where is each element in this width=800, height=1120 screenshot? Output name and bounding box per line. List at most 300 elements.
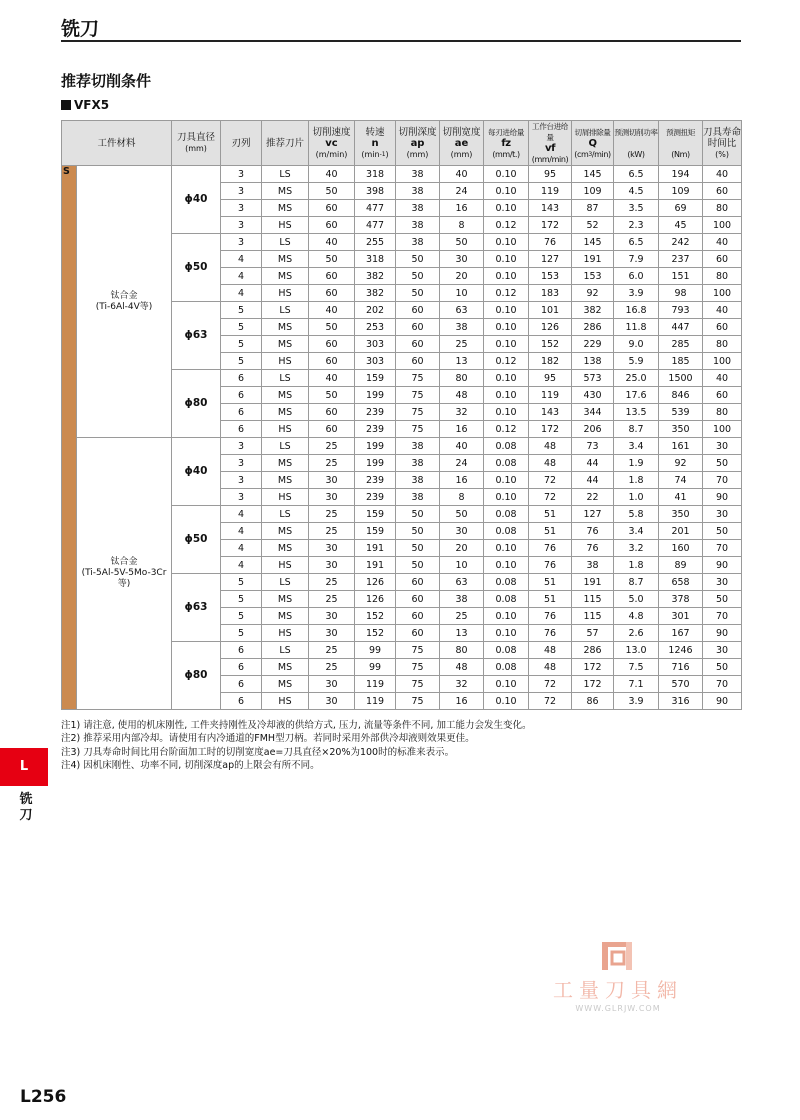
table-cell: 50 <box>396 268 440 285</box>
table-cell: 80 <box>440 370 484 387</box>
table-cell: 172 <box>572 659 614 676</box>
table-cell: 60 <box>309 336 355 353</box>
table-cell: LS <box>262 506 309 523</box>
table-cell: HS <box>262 625 309 642</box>
table-cell: 100 <box>703 217 742 234</box>
table-cell: 191 <box>355 540 396 557</box>
table-cell: 80 <box>703 404 742 421</box>
table-cell: 846 <box>659 387 703 404</box>
table-cell: 255 <box>355 234 396 251</box>
table-cell: 6 <box>221 370 262 387</box>
table-cell: 50 <box>396 285 440 302</box>
table-cell: 50 <box>396 557 440 574</box>
table-cell: 0.10 <box>484 693 529 710</box>
table-cell: 30 <box>309 489 355 506</box>
table-cell: 30 <box>703 506 742 523</box>
table-cell: 50 <box>396 506 440 523</box>
table-cell: LS <box>262 370 309 387</box>
table-cell: 90 <box>703 557 742 574</box>
table-cell: 50 <box>703 455 742 472</box>
table-cell: 101 <box>529 302 572 319</box>
table-cell: 60 <box>396 353 440 370</box>
table-cell: 145 <box>572 166 614 183</box>
table-cell: 3 <box>221 200 262 217</box>
product-name: VFX5 <box>74 98 110 112</box>
table-cell: 5 <box>221 591 262 608</box>
table-cell: 0.10 <box>484 625 529 642</box>
table-cell: 8 <box>440 489 484 506</box>
table-cell: 38 <box>440 591 484 608</box>
table-cell: MS <box>262 404 309 421</box>
table-cell: 4 <box>221 523 262 540</box>
table-cell: 6 <box>221 387 262 404</box>
table-cell: 350 <box>659 506 703 523</box>
diameter-cell: ϕ40 <box>172 438 221 506</box>
table-cell: 30 <box>440 251 484 268</box>
table-cell: 0.10 <box>484 404 529 421</box>
table-cell: 0.10 <box>484 200 529 217</box>
table-cell: 2.3 <box>614 217 659 234</box>
header-material: 工件材料 <box>62 121 172 166</box>
table-cell: 30 <box>309 676 355 693</box>
table-cell: 51 <box>529 574 572 591</box>
table-row <box>62 166 742 183</box>
table-cell: 8.7 <box>614 421 659 438</box>
table-cell: 716 <box>659 659 703 676</box>
table-cell: 3 <box>221 438 262 455</box>
table-cell: 75 <box>396 676 440 693</box>
table-cell: 0.12 <box>484 217 529 234</box>
table-cell: 143 <box>529 200 572 217</box>
table-cell: 74 <box>659 472 703 489</box>
note-2: 注2) 推荐采用内部冷却。请使用有内冷通道的FMH型刀柄。若同时采用外部供冷却液则效果更佳。 <box>61 733 475 745</box>
table-cell: 199 <box>355 387 396 404</box>
table-cell: 13 <box>440 353 484 370</box>
table-cell: 20 <box>440 268 484 285</box>
table-cell: 6 <box>221 421 262 438</box>
table-cell: 63 <box>440 302 484 319</box>
watermark-url: WWW.GLRJW.COM <box>575 1004 661 1013</box>
table-cell: 3.4 <box>614 438 659 455</box>
table-cell: 119 <box>355 676 396 693</box>
table-cell: 143 <box>529 404 572 421</box>
table-cell: 153 <box>529 268 572 285</box>
table-cell: 0.10 <box>484 336 529 353</box>
table-cell: 5 <box>221 625 262 642</box>
table-cell: 793 <box>659 302 703 319</box>
table-cell: 73 <box>572 438 614 455</box>
table-cell: 76 <box>529 234 572 251</box>
table-cell: 8.7 <box>614 574 659 591</box>
table-cell: 1.9 <box>614 455 659 472</box>
table-cell: 40 <box>309 302 355 319</box>
table-cell: 194 <box>659 166 703 183</box>
table-cell: 382 <box>355 268 396 285</box>
material-name: 钛合金 <box>110 557 138 567</box>
table-cell: 6 <box>221 693 262 710</box>
table-cell: 48 <box>529 659 572 676</box>
table-cell: 87 <box>572 200 614 217</box>
diameter-cell: ϕ40 <box>172 166 221 234</box>
table-cell: 0.10 <box>484 302 529 319</box>
table-cell: 30 <box>309 693 355 710</box>
table-cell: 72 <box>529 676 572 693</box>
table-cell: 22 <box>572 489 614 506</box>
product-subtitle <box>61 98 109 112</box>
table-cell: 90 <box>703 693 742 710</box>
table-header <box>62 121 742 166</box>
table-cell: 24 <box>440 183 484 200</box>
table-cell: HS <box>262 353 309 370</box>
chapter-title: 铣刀 <box>61 18 100 40</box>
table-cell: 6.0 <box>614 268 659 285</box>
header-vf: 工作台进给量 vf (mm/min) <box>529 121 572 166</box>
table-cell: 1246 <box>659 642 703 659</box>
table-cell: 50 <box>396 251 440 268</box>
table-cell: 60 <box>309 353 355 370</box>
table-cell: 40 <box>440 438 484 455</box>
table-cell: 382 <box>572 302 614 319</box>
table-cell: 60 <box>703 251 742 268</box>
table-cell: 98 <box>659 285 703 302</box>
header-vc: 切削速度 vc (m/min) <box>309 121 355 166</box>
table-cell: 3 <box>221 217 262 234</box>
header-n: 转速 n $(\min^{-1})$ <box>355 121 396 166</box>
table-cell: 80 <box>703 336 742 353</box>
table-cell: 253 <box>355 319 396 336</box>
table-cell: 152 <box>355 625 396 642</box>
table-cell: 3 <box>221 489 262 506</box>
table-cell: 92 <box>659 455 703 472</box>
table-cell: 6.5 <box>614 234 659 251</box>
header-torque: 预测扭矩 (Nm) <box>659 121 703 166</box>
table-cell: 25 <box>309 506 355 523</box>
table-cell: 239 <box>355 472 396 489</box>
table-cell: 48 <box>529 438 572 455</box>
table-cell: 185 <box>659 353 703 370</box>
table-cell: 90 <box>703 625 742 642</box>
table-cell: 0.10 <box>484 370 529 387</box>
table-cell: 70 <box>703 540 742 557</box>
table-cell: 60 <box>309 285 355 302</box>
table-cell: 1.8 <box>614 472 659 489</box>
table-cell: 5 <box>221 336 262 353</box>
table-cell: 90 <box>703 489 742 506</box>
table-cell: 119 <box>529 183 572 200</box>
table-cell: MS <box>262 455 309 472</box>
table-cell: 52 <box>572 217 614 234</box>
table-cell: 382 <box>355 285 396 302</box>
table-cell: 76 <box>572 540 614 557</box>
material-cell <box>77 438 172 710</box>
table-cell: 75 <box>396 421 440 438</box>
table-cell: 11.8 <box>614 319 659 336</box>
table-cell: 6 <box>221 659 262 676</box>
table-cell: 50 <box>703 523 742 540</box>
table-cell: 40 <box>440 166 484 183</box>
table-body <box>62 166 742 710</box>
table-cell: 63 <box>440 574 484 591</box>
table-cell: 191 <box>572 251 614 268</box>
table-cell: 50 <box>396 540 440 557</box>
table-cell: 70 <box>703 676 742 693</box>
table-cell: 25 <box>309 438 355 455</box>
table-cell: 153 <box>572 268 614 285</box>
table-cell: 5 <box>221 319 262 336</box>
table-cell: 109 <box>572 183 614 200</box>
table-cell: 40 <box>309 166 355 183</box>
table-cell: 0.10 <box>484 540 529 557</box>
table-cell: 69 <box>659 200 703 217</box>
iso-class-s: S <box>62 166 77 710</box>
table-cell: 25 <box>309 659 355 676</box>
table-cell: 25 <box>309 455 355 472</box>
table-cell: 9.0 <box>614 336 659 353</box>
table-cell: 0.08 <box>484 455 529 472</box>
table-cell: 0.08 <box>484 642 529 659</box>
table-cell: 0.08 <box>484 438 529 455</box>
table-cell: 0.12 <box>484 421 529 438</box>
table-cell: 75 <box>396 659 440 676</box>
table-cell: 301 <box>659 608 703 625</box>
table-cell: 25.0 <box>614 370 659 387</box>
table-cell: LS <box>262 642 309 659</box>
table-cell: MS <box>262 523 309 540</box>
table-cell: 3.5 <box>614 200 659 217</box>
table-cell: 7.1 <box>614 676 659 693</box>
table-cell: 172 <box>529 217 572 234</box>
table-cell: 25 <box>440 608 484 625</box>
table-cell: 51 <box>529 591 572 608</box>
table-cell: 344 <box>572 404 614 421</box>
watermark <box>548 938 688 1013</box>
table-cell: 99 <box>355 659 396 676</box>
table-cell: 72 <box>529 489 572 506</box>
table-cell: 5.8 <box>614 506 659 523</box>
table-cell: 100 <box>703 285 742 302</box>
table-cell: 40 <box>703 166 742 183</box>
table-cell: 25 <box>309 642 355 659</box>
table-cell: 38 <box>396 183 440 200</box>
table-cell: 60 <box>396 591 440 608</box>
table-cell: 4 <box>221 251 262 268</box>
table-cell: 32 <box>440 404 484 421</box>
table-cell: HS <box>262 557 309 574</box>
table-cell: 206 <box>572 421 614 438</box>
table-cell: 30 <box>309 608 355 625</box>
table-cell: MS <box>262 472 309 489</box>
table-cell: 8 <box>440 217 484 234</box>
table-cell: 60 <box>396 302 440 319</box>
table-cell: 0.10 <box>484 251 529 268</box>
table-cell: 16 <box>440 472 484 489</box>
table-cell: 3.2 <box>614 540 659 557</box>
material-cell <box>77 166 172 438</box>
table-cell: 89 <box>659 557 703 574</box>
table-cell: 172 <box>529 421 572 438</box>
table-cell: 477 <box>355 200 396 217</box>
table-cell: 0.10 <box>484 268 529 285</box>
table-cell: 38 <box>396 234 440 251</box>
table-cell: 151 <box>659 268 703 285</box>
table-cell: 48 <box>440 387 484 404</box>
table-cell: 76 <box>572 523 614 540</box>
table-cell: 316 <box>659 693 703 710</box>
table-cell: 76 <box>529 540 572 557</box>
table-cell: 50 <box>309 319 355 336</box>
table-cell: 70 <box>703 608 742 625</box>
title-rule <box>61 40 741 42</box>
section-title: 推荐切削条件 <box>61 72 152 90</box>
header-insert: 推荐刀片 <box>262 121 309 166</box>
table-cell: 119 <box>355 693 396 710</box>
section-tab-l[interactable]: L <box>0 748 48 786</box>
table-cell: 0.10 <box>484 472 529 489</box>
table-cell: 3 <box>221 166 262 183</box>
table-cell: 447 <box>659 319 703 336</box>
table-cell: 10 <box>440 285 484 302</box>
table-cell: 38 <box>572 557 614 574</box>
table-cell: 40 <box>703 234 742 251</box>
table-cell: 152 <box>355 608 396 625</box>
table-cell: 573 <box>572 370 614 387</box>
table-cell: 75 <box>396 387 440 404</box>
table-cell: 60 <box>309 404 355 421</box>
table-cell: 41 <box>659 489 703 506</box>
table-cell: 109 <box>659 183 703 200</box>
table-cell: 25 <box>440 336 484 353</box>
table-cell: 40 <box>309 370 355 387</box>
table-cell: 237 <box>659 251 703 268</box>
table-cell: 201 <box>659 523 703 540</box>
table-cell: 60 <box>396 574 440 591</box>
table-cell: 0.10 <box>484 557 529 574</box>
table-cell: 100 <box>703 353 742 370</box>
note-1: 注1) 请注意, 使用的机床刚性, 工件夹持刚性及冷却液的供给方式, 压力, 流量等条件不同, 加工能力会发生变化。 <box>61 720 532 731</box>
table-cell: 3 <box>221 455 262 472</box>
table-cell: 0.12 <box>484 285 529 302</box>
table-cell: 0.08 <box>484 574 529 591</box>
table-cell: 72 <box>529 472 572 489</box>
diameter-cell: ϕ63 <box>172 574 221 642</box>
table-cell: 0.08 <box>484 523 529 540</box>
diameter-cell: ϕ80 <box>172 642 221 710</box>
table-cell: 16 <box>440 693 484 710</box>
table-cell: 16 <box>440 421 484 438</box>
header-tool-life: 刀具寿命 时间比 (%) <box>703 121 742 166</box>
table-cell: 70 <box>703 472 742 489</box>
diameter-cell: ϕ50 <box>172 506 221 574</box>
table-cell: LS <box>262 302 309 319</box>
table-cell: 152 <box>529 336 572 353</box>
table-cell: 191 <box>355 557 396 574</box>
table-cell: 172 <box>572 676 614 693</box>
table-cell: 48 <box>529 642 572 659</box>
table-cell: 0.08 <box>484 591 529 608</box>
header-power: 预测切削功率 (kW) <box>614 121 659 166</box>
table-cell: 126 <box>355 574 396 591</box>
table-cell: 30 <box>309 557 355 574</box>
table-cell: 115 <box>572 608 614 625</box>
table-cell: 60 <box>703 319 742 336</box>
table-cell: 72 <box>529 693 572 710</box>
table-cell: 285 <box>659 336 703 353</box>
table-cell: 60 <box>309 268 355 285</box>
table-cell: 60 <box>396 608 440 625</box>
table-cell: 50 <box>440 234 484 251</box>
table-cell: 6 <box>221 404 262 421</box>
table-cell: 48 <box>440 659 484 676</box>
table-cell: MS <box>262 319 309 336</box>
table-cell: 127 <box>572 506 614 523</box>
table-cell: 4 <box>221 268 262 285</box>
note-4: 注4) 因机床刚性、功率不同, 切削深度ap的上限会有所不同。 <box>61 759 320 771</box>
table-cell: 4 <box>221 506 262 523</box>
material-spec: (Ti-6Al-4V等) <box>95 301 153 312</box>
square-bullet-icon <box>61 100 71 110</box>
table-cell: 3.9 <box>614 285 659 302</box>
table-cell: 75 <box>396 642 440 659</box>
table-cell: 99 <box>355 642 396 659</box>
table-cell: 5 <box>221 302 262 319</box>
table-cell: 286 <box>572 642 614 659</box>
table-cell: LS <box>262 438 309 455</box>
table-cell: 160 <box>659 540 703 557</box>
table-cell: 86 <box>572 693 614 710</box>
table-cell: 30 <box>703 642 742 659</box>
table-cell: 5.9 <box>614 353 659 370</box>
table-cell: 286 <box>572 319 614 336</box>
table-cell: 570 <box>659 676 703 693</box>
section-tab-label: 铣 刀 <box>19 792 33 823</box>
table-cell: 92 <box>572 285 614 302</box>
table-cell: 44 <box>572 472 614 489</box>
table-cell: 38 <box>396 438 440 455</box>
table-cell: 191 <box>572 574 614 591</box>
table-cell: 199 <box>355 438 396 455</box>
table-cell: 7.9 <box>614 251 659 268</box>
diameter-cell: ϕ50 <box>172 234 221 302</box>
table-cell: 127 <box>529 251 572 268</box>
table-cell: 38 <box>440 319 484 336</box>
table-cell: 1.8 <box>614 557 659 574</box>
table-cell: 0.10 <box>484 166 529 183</box>
table-cell: 239 <box>355 489 396 506</box>
table-cell: 60 <box>309 200 355 217</box>
table-cell: 159 <box>355 523 396 540</box>
table-cell: 38 <box>396 489 440 506</box>
table-cell: MS <box>262 591 309 608</box>
header-ae: 切削宽度 ae (mm) <box>440 121 484 166</box>
table-cell: 76 <box>529 557 572 574</box>
table-cell: 45 <box>659 217 703 234</box>
table-cell: 3.9 <box>614 693 659 710</box>
table-cell: 3 <box>221 234 262 251</box>
table-cell: 0.10 <box>484 387 529 404</box>
table-cell: 25 <box>309 523 355 540</box>
header-ap: 切削深度 ap (mm) <box>396 121 440 166</box>
table-cell: 183 <box>529 285 572 302</box>
table-cell: 50 <box>396 523 440 540</box>
table-cell: 76 <box>529 625 572 642</box>
table-cell: 38 <box>396 472 440 489</box>
table-cell: 0.10 <box>484 608 529 625</box>
table-cell: 80 <box>703 200 742 217</box>
diameter-cell: ϕ80 <box>172 370 221 438</box>
table-cell: 6.5 <box>614 166 659 183</box>
table-cell: 159 <box>355 506 396 523</box>
table-cell: 539 <box>659 404 703 421</box>
